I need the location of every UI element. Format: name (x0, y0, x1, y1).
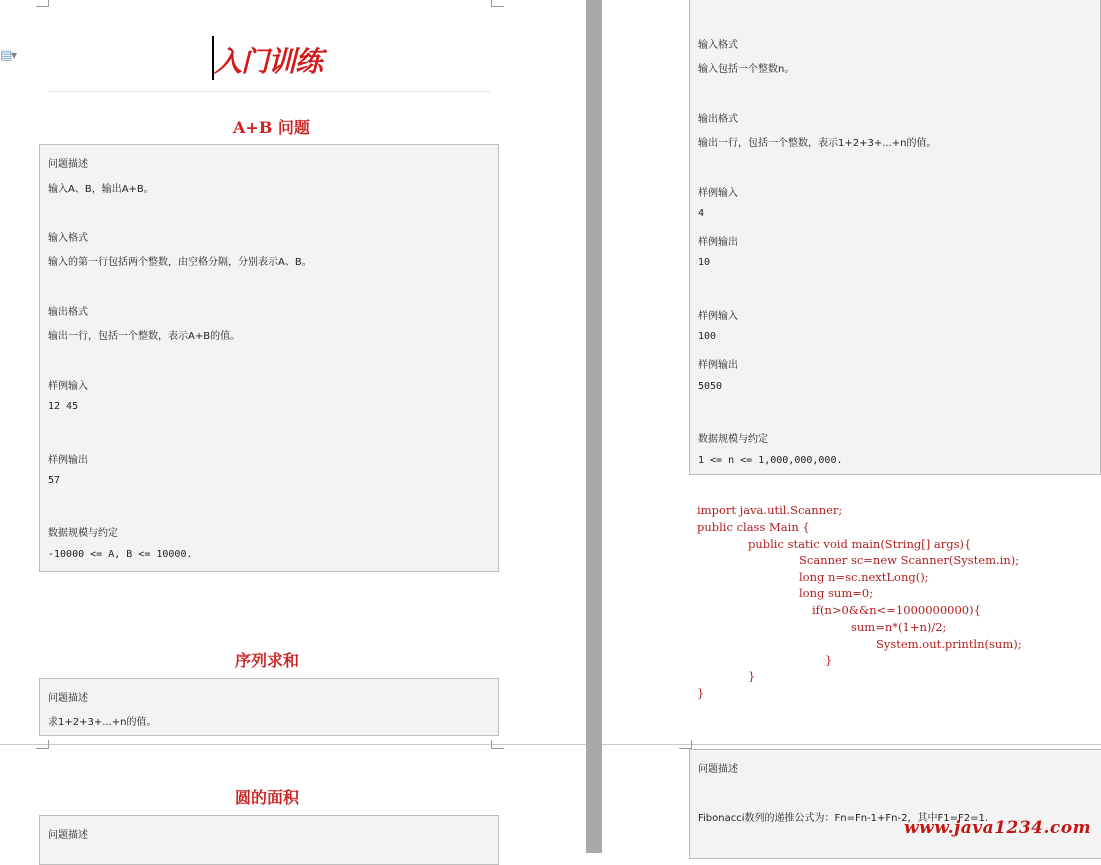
code-line: } (748, 669, 756, 683)
crop-mark (491, 740, 504, 749)
section-title-seqsum: 序列求和 (235, 651, 300, 670)
sample-output-value: 10 (698, 257, 711, 268)
page-gap-vertical (586, 0, 602, 853)
code-line: import java.util.Scanner; (697, 503, 843, 517)
label-constraints: 数据规模与约定 (48, 528, 118, 539)
code-line: if(n>0&&n<=1000000000){ (812, 603, 981, 617)
page-title: 入门训练 (214, 45, 323, 78)
fib-formula-text: Fibonacci数列的递推公式为：Fn=Fn-1+Fn-2，其中F1=F2=1. (698, 813, 989, 824)
label-sample-input: 样例输入 (48, 381, 88, 392)
code-line: } (697, 686, 705, 700)
label-output-format: 输出格式 (698, 114, 738, 125)
output-format-text: 输出一行，包括一个整数，表示1+2+3+...+n的值。 (698, 138, 937, 149)
title-divider (48, 91, 490, 92)
label-sample-input-2: 样例输入 (698, 311, 738, 322)
code-line: } (825, 653, 833, 667)
document-icon[interactable]: ▤ (0, 48, 13, 63)
crop-mark (679, 740, 692, 749)
code-line: long sum=0; (799, 586, 874, 600)
problem-desc-text: 输入A、B，输出A+B。 (48, 184, 154, 195)
label-problem-desc: 问题描述 (48, 159, 88, 170)
label-output-format: 输出格式 (48, 307, 88, 318)
sample-input-value: 4 (698, 208, 705, 219)
label-problem-desc: 问题描述 (48, 830, 88, 841)
problem-box-seqsum-right (689, 0, 1101, 475)
crop-mark (36, 0, 49, 7)
input-format-text: 输入包括一个整数n。 (698, 64, 795, 75)
crop-mark (491, 0, 504, 7)
label-problem-desc: 问题描述 (698, 764, 738, 775)
crop-mark (36, 740, 49, 749)
problem-box-seqsum-left (39, 678, 499, 736)
label-input-format: 输入格式 (48, 233, 88, 244)
problem-box-circle (39, 815, 499, 865)
constraints-text: 1 <= n <= 1,000,000,000. (698, 455, 843, 466)
sample-output-value-2: 5050 (698, 381, 723, 392)
code-line: Scanner sc=new Scanner(System.in); (799, 553, 1020, 567)
problem-box-ab (39, 144, 499, 572)
sample-input-value: 12 45 (48, 401, 79, 412)
watermark: www.java1234.com (904, 818, 1092, 838)
label-problem-desc: 问题描述 (48, 693, 88, 704)
label-sample-output: 样例输出 (48, 455, 88, 466)
chevron-down-icon[interactable]: ▼ (11, 51, 18, 60)
output-format-text: 输出一行，包括一个整数，表示A+B的值。 (48, 331, 241, 342)
code-line: public static void main(String[] args){ (748, 537, 972, 551)
problem-box-fib (689, 749, 1101, 859)
label-input-format: 输入格式 (698, 40, 738, 51)
sample-output-value: 57 (48, 475, 61, 486)
page-break-right (602, 744, 1101, 745)
section-title-ab: A+B 问题 (233, 118, 310, 137)
constraints-text: -10000 <= A, B <= 10000. (48, 549, 193, 560)
code-line: public class Main { (697, 520, 810, 534)
label-constraints: 数据规模与约定 (698, 434, 768, 445)
problem-desc-text: 求1+2+3+...+n的值。 (48, 717, 157, 728)
code-line: long n=sc.nextLong(); (799, 570, 929, 584)
code-line: sum=n*(1+n)/2; (851, 620, 947, 634)
sample-input-value-2: 100 (698, 331, 717, 342)
label-sample-output: 样例输出 (698, 237, 738, 248)
code-line: System.out.println(sum); (876, 637, 1022, 651)
label-sample-input: 样例输入 (698, 188, 738, 199)
input-format-text: 输入的第一行包括两个整数，由空格分隔，分别表示A、B。 (48, 257, 312, 268)
label-sample-output-2: 样例输出 (698, 360, 738, 371)
section-title-circle: 圆的面积 (235, 788, 300, 807)
